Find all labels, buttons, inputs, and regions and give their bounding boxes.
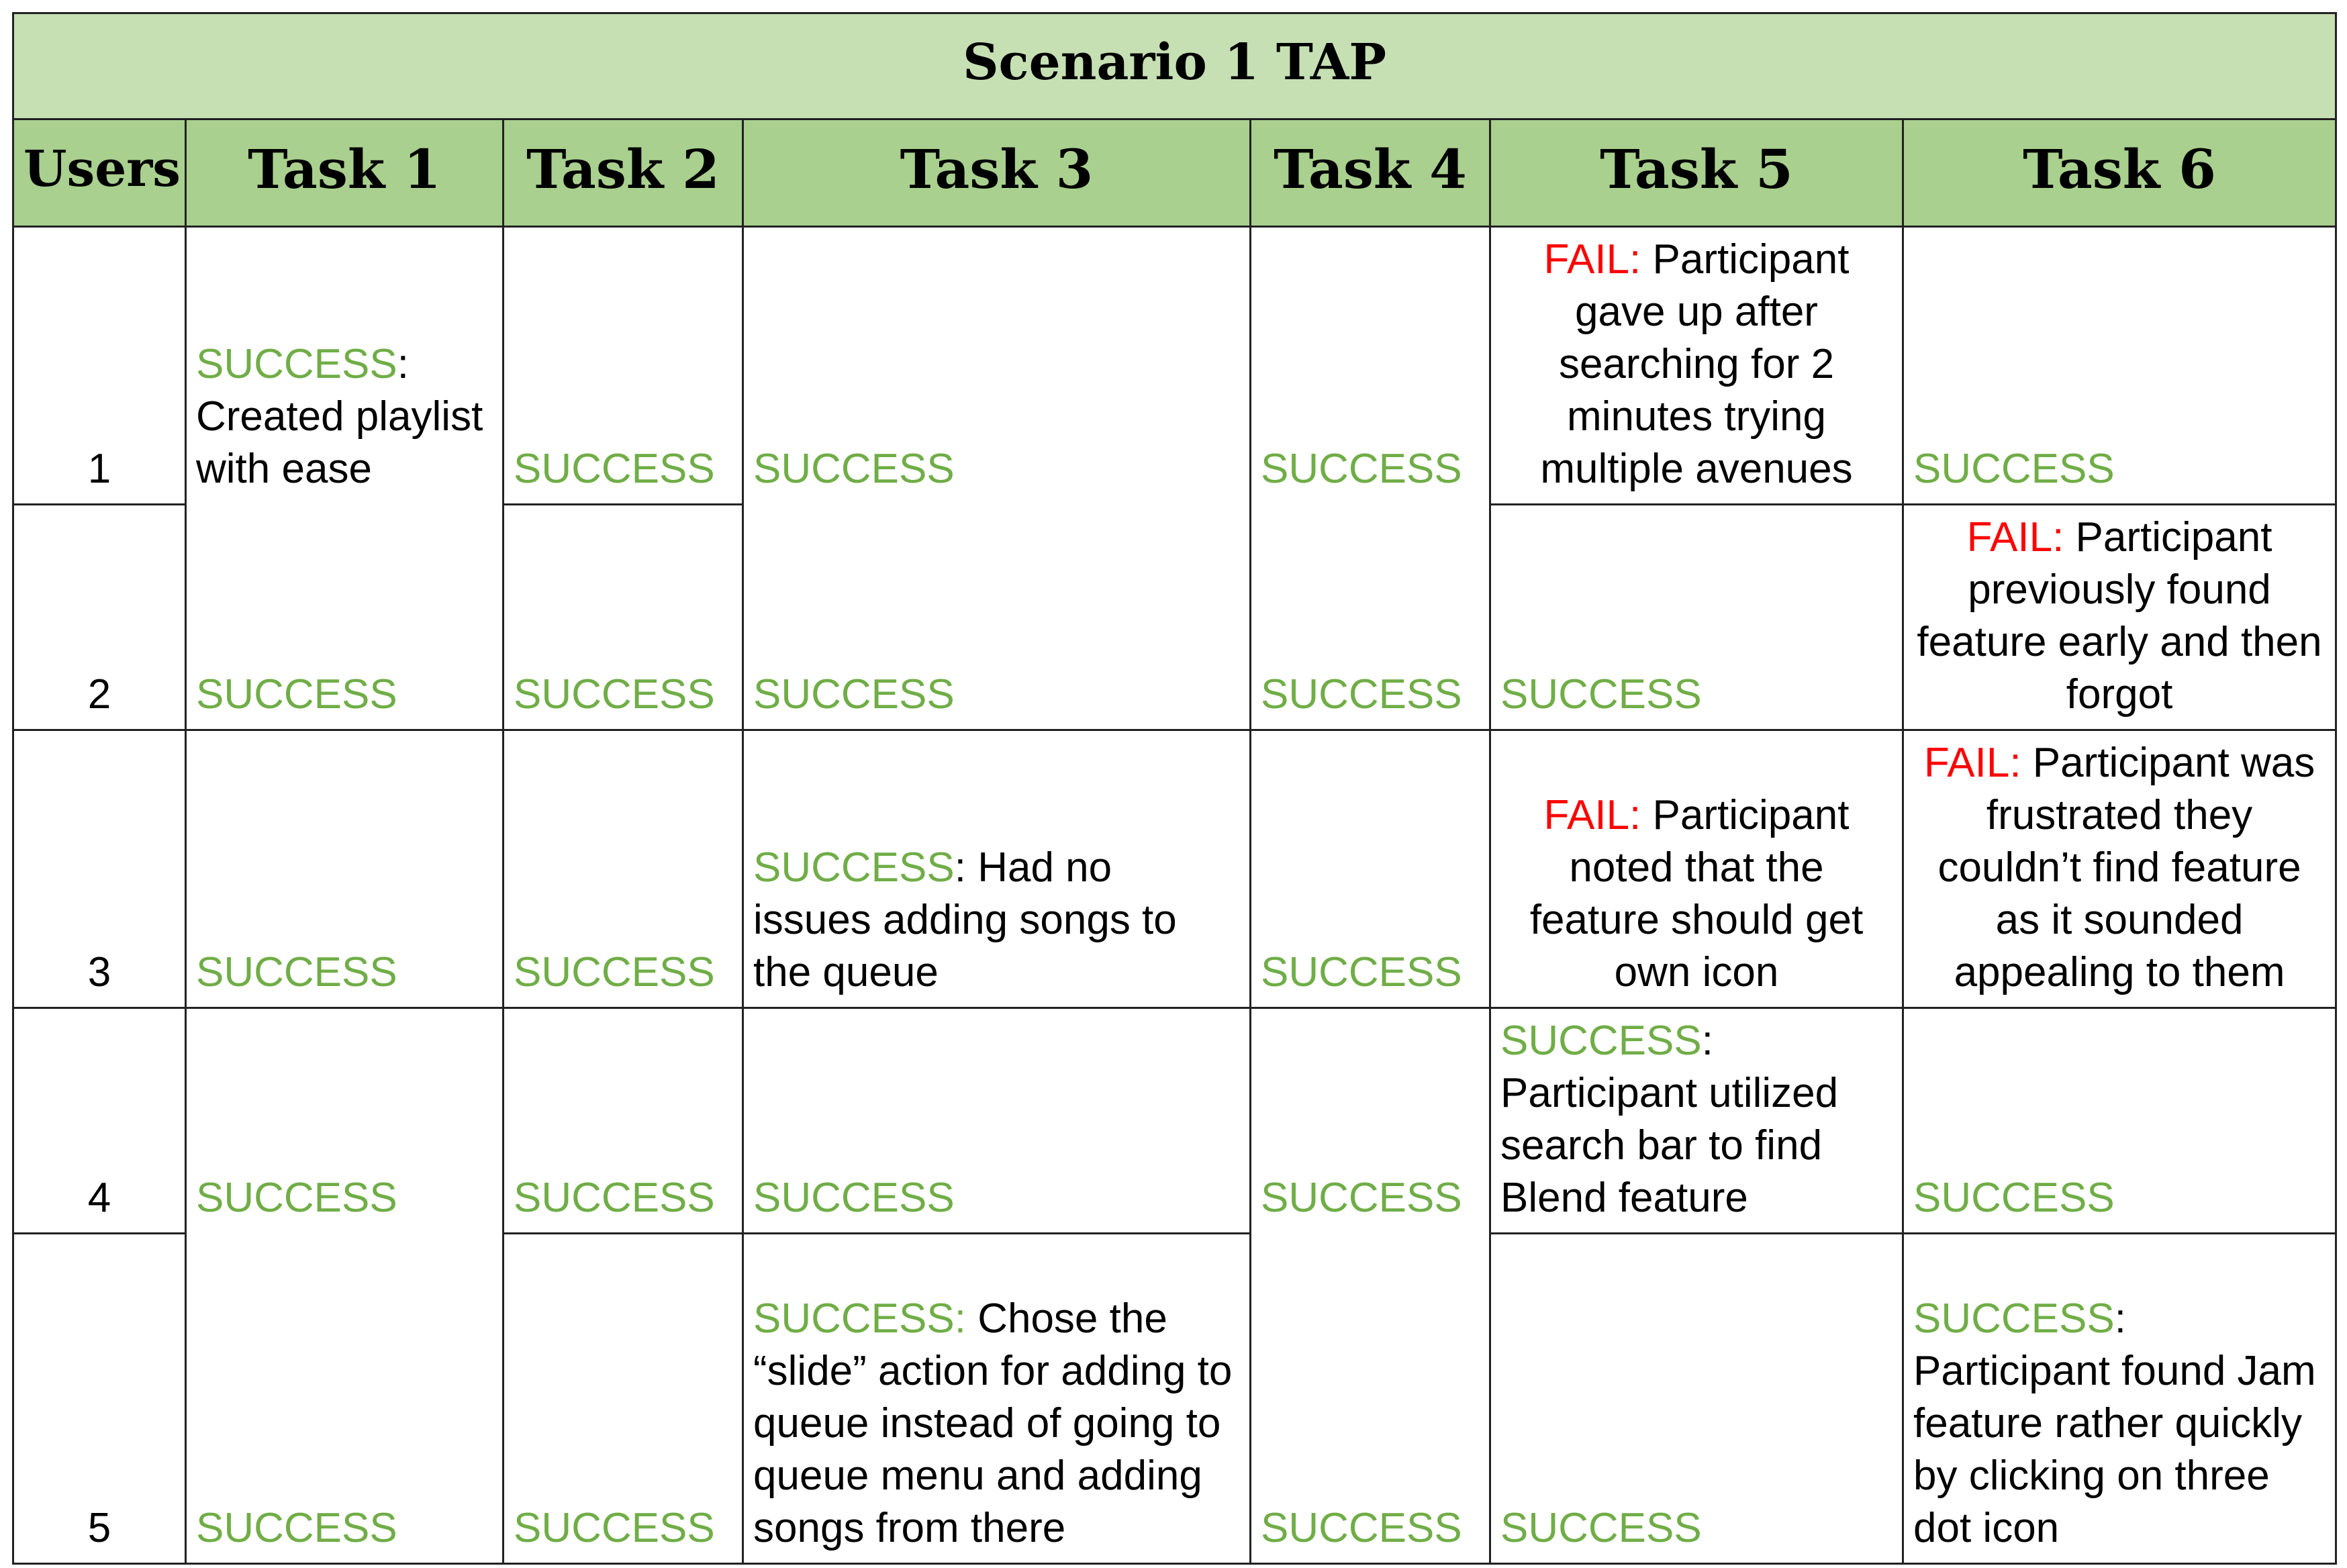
result-cell: SUCCESS bbox=[1251, 505, 1490, 730]
result-cell: SUCCESS bbox=[743, 227, 1251, 505]
result-cell: SUCCESS bbox=[1251, 1234, 1490, 1564]
result-cell: SUCCESS bbox=[504, 730, 743, 1008]
table-row bbox=[13, 1234, 2336, 1564]
user-number: 4 bbox=[13, 1008, 186, 1234]
result-cell: FAIL: Participant was frustrated they couldn’t find feature as it sounded appealing to them bbox=[1903, 730, 2336, 1008]
result-cell: SUCCESS bbox=[504, 505, 743, 730]
result-cell: FAIL: Participant noted that the feature should get own icon bbox=[1490, 730, 1903, 1008]
result-cell: SUCCESS: Participant utilized search bar to find Blend feature bbox=[1490, 1008, 1903, 1234]
column-header-task-5: Task 5 bbox=[1490, 119, 1903, 227]
result-cell: SUCCESS bbox=[1903, 227, 2336, 505]
result-cell: SUCCESS bbox=[1251, 730, 1490, 1008]
result-cell: FAIL: Participant gave up after searching for 2 minutes trying multiple avenues bbox=[1490, 227, 1903, 505]
user-number: 3 bbox=[13, 730, 186, 1008]
user-number: 1 bbox=[13, 227, 186, 505]
result-cell: SUCCESS bbox=[186, 730, 504, 1008]
table-row bbox=[13, 730, 2336, 1008]
column-header-task-6: Task 6 bbox=[1903, 119, 2336, 227]
column-header-task-4: Task 4 bbox=[1251, 119, 1490, 227]
user-number: 2 bbox=[13, 505, 186, 730]
result-cell: SUCCESS bbox=[1490, 505, 1903, 730]
result-cell: SUCCESS bbox=[743, 1008, 1251, 1234]
result-cell: SUCCESS bbox=[1490, 1234, 1903, 1564]
table-row bbox=[13, 505, 2336, 730]
result-cell: SUCCESS: Created playlist with ease bbox=[186, 227, 504, 505]
table-row bbox=[13, 1008, 2336, 1234]
result-cell: SUCCESS: Chose the “slide” action for adding to queue instead of going to queue menu and adding songs from there bbox=[743, 1234, 1251, 1564]
result-cell: SUCCESS bbox=[743, 505, 1251, 730]
table-title: Scenario 1 TAP bbox=[13, 13, 2336, 119]
result-cell: SUCCESS bbox=[504, 227, 743, 505]
column-header-task-1: Task 1 bbox=[186, 119, 504, 227]
result-cell: SUCCESS bbox=[1903, 1008, 2336, 1234]
table-body bbox=[13, 227, 2336, 1564]
result-cell: SUCCESS: Participant found Jam feature rather quickly by clicking on three dot icon bbox=[1903, 1234, 2336, 1564]
result-cell: SUCCESS bbox=[504, 1234, 743, 1564]
result-cell: SUCCESS bbox=[1251, 1008, 1490, 1234]
result-cell: SUCCESS bbox=[186, 1008, 504, 1234]
result-cell: SUCCESS: Had no issues adding songs to the queue bbox=[743, 730, 1251, 1008]
tap-results-table bbox=[12, 12, 2337, 1565]
user-number: 5 bbox=[13, 1234, 186, 1564]
column-header-task-3: Task 3 bbox=[743, 119, 1251, 227]
result-cell: SUCCESS bbox=[1251, 227, 1490, 505]
result-cell: FAIL: Participant previously found feature early and then forgot bbox=[1903, 505, 2336, 730]
table-row bbox=[13, 227, 2336, 505]
column-header-task-2: Task 2 bbox=[504, 119, 743, 227]
result-cell: SUCCESS bbox=[504, 1008, 743, 1234]
column-header-users: Users bbox=[13, 119, 186, 227]
result-cell: SUCCESS bbox=[186, 1234, 504, 1564]
result-cell: SUCCESS bbox=[186, 505, 504, 730]
